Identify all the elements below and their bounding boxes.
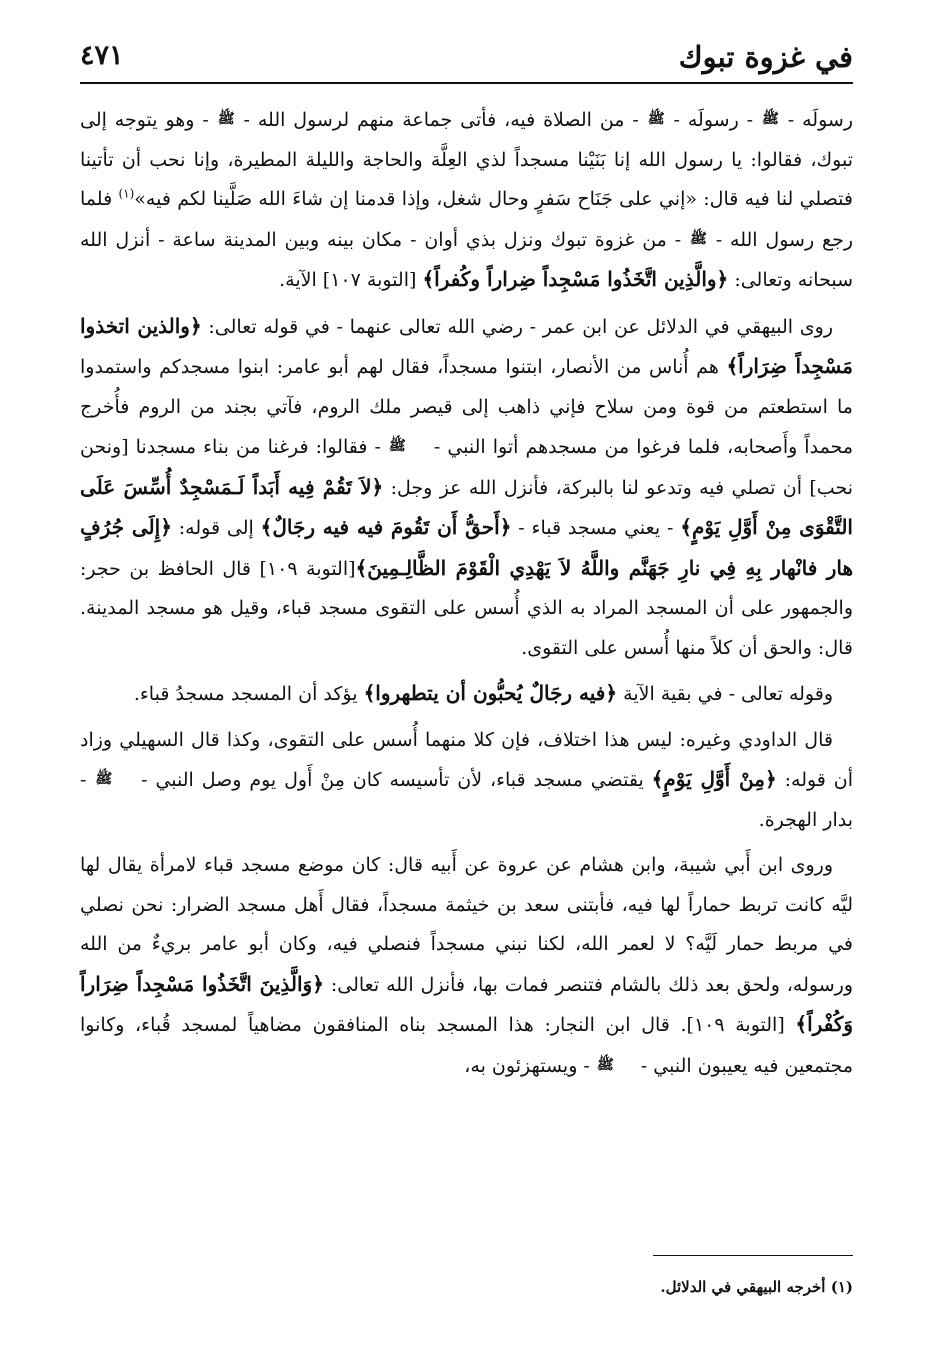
- text-run: [التوبة ١٠٧] الآية.: [279, 269, 423, 291]
- quran-verse: ﴿إِلَى جُرُفٍ هار فانْهار بِهِ فِي نارِ جَهَنَّم واللَّهُ لاَ يَهْدِي الْقَوْمَ الظَّالِـمِينَ﴾: [80, 515, 854, 580]
- salawat-glyph: ﷺ: [647, 111, 665, 127]
- text-run: - من الصلاة فيه، فأتى جماعة منهم لرسول الله -: [235, 109, 647, 131]
- paragraph: [80, 721, 853, 841]
- quran-verse: ﴿والذين اتخذوا مَسْجِداً ضِرَاراً﴾: [80, 313, 853, 378]
- text-run: فلما رجع رسول الله -: [80, 188, 853, 251]
- footnote-text: أخرجه البيهقي في الدلائل.: [660, 1278, 826, 1296]
- main-text: [80, 100, 853, 1092]
- text-run: إلى قوله:: [171, 517, 261, 539]
- text-run: - يعني مسجد قباء -: [511, 517, 681, 539]
- text-run: - رسولَه -: [665, 109, 761, 131]
- quran-verse: ﴿لاَ تَقُمْ فِيه أَبَداً لَـمَسْجِدٌ أُسِّسَ عَلَى التَّقْوَى مِنْ أَوَّلِ يَوْمٍ﴾: [80, 474, 853, 539]
- footnote-ref: (١): [118, 186, 135, 201]
- text-run: - وهو يتوجه إلى تبوك، فقالوا: يا رسول الله إنا بَنَيْنا مسجداً لذي العِلَّة والحاجة والليلة المطيرة، وإنا نحب أن تأتينا فتصلي لنا فيه قال: «إني على جَنَاح سَفرٍ وحال شغل، وإذا قدمنا إن شاءَ الله صَلَّينا لكم فيه»: [80, 109, 853, 210]
- paragraph: [80, 846, 853, 1086]
- text-run: - من غزوة تبوك ونزل بذي أوان - مكان بينه وبين المدينة ساعة - أنزل الله سبحانه وتعالى:: [80, 228, 853, 291]
- running-title: في غزوة تبوك: [678, 40, 853, 74]
- footnote-divider: [653, 1255, 853, 1256]
- quran-verse: ﴿مِنْ أَوَّلِ يَوْمٍ﴾: [651, 767, 777, 791]
- salawat-glyph: ﷺ: [689, 230, 707, 247]
- footnote-marker: (١): [830, 1278, 853, 1296]
- page-header: [80, 30, 853, 84]
- text-run: [التوبة ١٠٩] قال الحافظ بن حجر: والجمهور على أن المسجد المراد به الذي أُسس على التقوى مسجد قباء، وقيل هو مسجد المدينة. قال: والحق أن كلاً منها أُسس على التقوى.: [80, 557, 853, 659]
- paragraph: [80, 100, 853, 301]
- salawat-glyph: ﷺ: [217, 111, 235, 127]
- page-number: ٤٧١: [80, 40, 124, 71]
- text-run: وروى ابن أَبي شيبة، وابن هشام عن عروة عن أَبيه قال: كان موضع مسجد قباء لامرأة يقال لها ليَّه كانت تربط حماراً لها فيه، فأبتنى سعد بن خيثمة مسجداً، فقال أَهل مسجد الضرار: نحن نصلي في مربط حمار لَيَّه؟ لا لعمر الله، لكنا نبني مسجداً فنصلي فيه، وكان أبو عامر بريءٌ من الله ورسوله، ولحق بعد ذلك بالشام فتنصر فمات بها، فأنزل الله تعالى:: [80, 854, 853, 996]
- salawat-glyph: ﷺ: [388, 438, 406, 454]
- quran-verse: ﴿والَّذِين اتَّخَذُوا مَسْجِداً ضِراراً وكُفراً﴾: [422, 267, 729, 291]
- quran-verse: ﴿وَالَّذِينَ اتَّخَذُوا مَسْجِداً ضِرَاراً وَكُفْراً﴾: [80, 971, 853, 1036]
- quran-verse: ﴿أَحقُّ أَن تَقُومَ فيه فيه رجَالٌ﴾: [260, 515, 512, 539]
- text-run: - بدار الهجرة.: [80, 769, 853, 831]
- quran-verse: ﴿فيه رجَالٌ يُحبُّون أن يتطهروا﴾: [363, 681, 618, 705]
- salawat-glyph: ﷺ: [761, 111, 779, 127]
- paragraph: [80, 674, 853, 715]
- text-run: - ويستهزئون به،: [464, 1054, 596, 1077]
- footnote: [80, 1278, 853, 1296]
- text-run: يقتضي مسجد قباء، لأن تأسيسه كان مِنْ أَول يوم وصل النبي -: [133, 769, 652, 791]
- text-run: [التوبة ١٠٩]. قال ابن النجار: هذا المسجد بناه المنافقون مضاهياً لمسجد قُباء، وكانوا مجتمعين فيه يعيبون النبي -: [80, 1014, 853, 1077]
- paragraph: [80, 307, 853, 669]
- text-run: رسولَه -: [779, 109, 853, 131]
- text-run: يؤكد أن المسجد مسجدُ قباء.: [133, 683, 364, 705]
- text-run: قال الداودي وغيره: ليس هذا اختلاف، فإن كلا منهما أُسس على التقوى، وكذا قال السهيلي وزاد أن قوله:: [80, 728, 854, 791]
- text-run: - فقالوا: فرغنا من بناء مسجدنا [ونحن نحب] أن تصلي فيه وتدعو لنا بالبركة، فأنزل الله عز وجل:: [80, 436, 853, 499]
- text-run: وقوله تعالى - في بقية الآية: [617, 683, 833, 705]
- salawat-glyph: ﷺ: [95, 771, 113, 787]
- text-run: هم أُناس من الأنصار، ابتنوا مسجداً، فقال لهم أبو عامر: ابنوا مسجدكم واستمدوا ما استطعتم من قوة ومن سلاح فإني ذاهب إلى قيصر ملك الروم، فآتي بجند من الروم فأُخرج محمداً وأَصحابه، فلما فرغوا من مسجدهم أتوا النبي -: [80, 356, 853, 458]
- salawat-glyph: ﷺ: [596, 1056, 614, 1073]
- text-run: روى البيهقي في الدلائل عن ابن عمر - رضي الله تعالى عنهما - في قوله تعالى:: [201, 315, 833, 338]
